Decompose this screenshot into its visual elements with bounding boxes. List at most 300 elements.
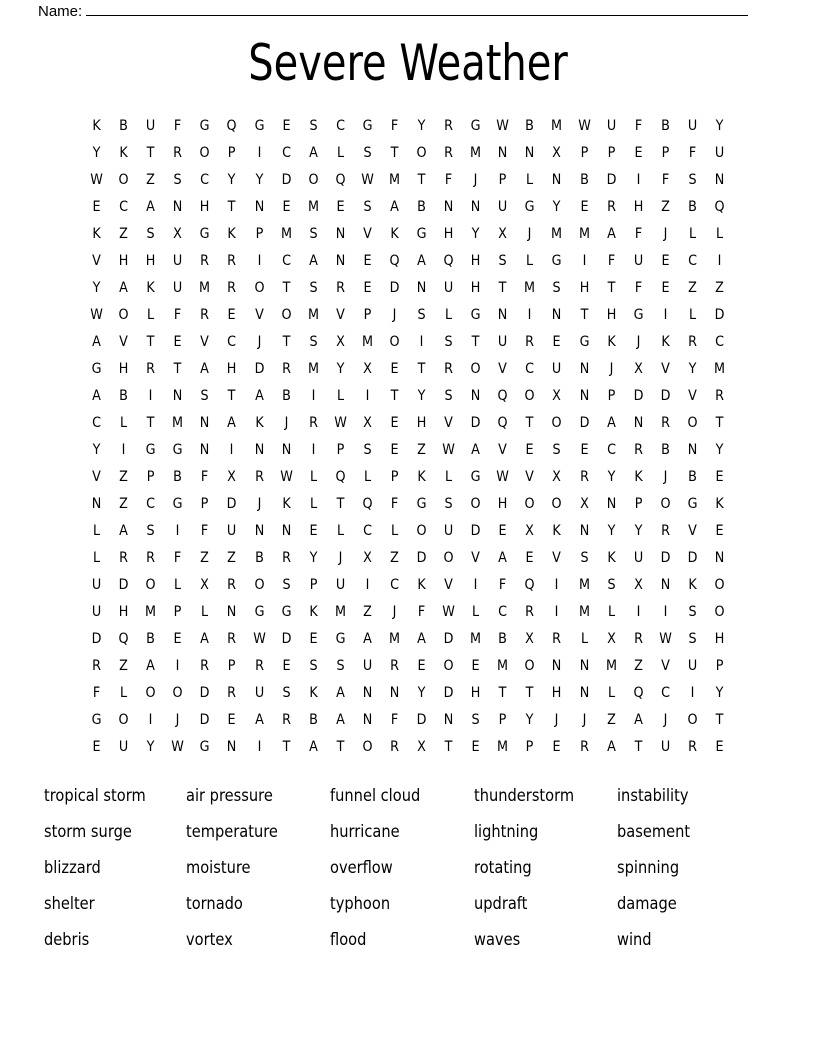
grid-cell[interactable]: E xyxy=(390,415,399,431)
grid-cell[interactable]: I xyxy=(473,577,478,593)
grid-cell[interactable]: Y xyxy=(634,523,643,539)
grid-cell[interactable]: R xyxy=(227,253,237,269)
grid-cell[interactable]: W xyxy=(496,469,510,485)
grid-cell[interactable]: D xyxy=(416,550,427,566)
word-list-item[interactable]: vortex xyxy=(186,930,233,950)
grid-cell[interactable]: X xyxy=(498,226,508,242)
grid-cell[interactable]: P xyxy=(715,658,724,674)
grid-cell[interactable]: L xyxy=(363,469,371,485)
grid-cell[interactable]: A xyxy=(606,415,616,431)
grid-cell[interactable]: N xyxy=(173,388,183,404)
grid-cell[interactable]: P xyxy=(607,388,615,404)
grid-cell[interactable]: N xyxy=(470,388,481,404)
grid-cell[interactable]: M xyxy=(280,226,292,242)
grid-cell[interactable]: F xyxy=(174,550,182,566)
grid-cell[interactable]: A xyxy=(606,226,616,242)
grid-cell[interactable]: N xyxy=(362,685,373,701)
grid-cell[interactable]: I xyxy=(175,658,180,674)
grid-cell[interactable]: T xyxy=(282,280,291,296)
grid-cell[interactable]: A xyxy=(119,523,128,539)
grid-cell[interactable]: R xyxy=(552,631,562,647)
grid-cell[interactable]: L xyxy=(120,415,128,431)
grid-cell[interactable]: R xyxy=(119,550,129,566)
grid-cell[interactable]: Q xyxy=(335,469,346,485)
word-list-item[interactable]: waves xyxy=(474,930,521,950)
grid-cell[interactable]: R xyxy=(579,469,589,485)
grid-cell[interactable]: P xyxy=(173,604,182,620)
grid-cell[interactable]: H xyxy=(714,631,725,647)
grid-cell[interactable]: R xyxy=(227,631,237,647)
grid-cell[interactable]: C xyxy=(335,118,345,134)
grid-cell[interactable]: C xyxy=(606,442,616,458)
grid-cell[interactable]: I xyxy=(663,307,668,323)
grid-cell[interactable]: O xyxy=(254,280,265,296)
grid-cell[interactable]: E xyxy=(92,199,101,215)
grid-cell[interactable]: R xyxy=(281,550,291,566)
grid-cell[interactable]: R xyxy=(444,361,454,377)
grid-cell[interactable]: W xyxy=(171,739,185,755)
grid-cell[interactable]: L xyxy=(92,523,101,539)
grid-cell[interactable]: J xyxy=(663,226,668,242)
grid-cell[interactable]: Y xyxy=(688,361,697,377)
grid-cell[interactable]: L xyxy=(120,685,128,701)
grid-cell[interactable]: A xyxy=(227,415,237,431)
grid-cell[interactable]: T xyxy=(146,334,155,350)
grid-cell[interactable]: E xyxy=(390,361,399,377)
grid-cell[interactable]: R xyxy=(227,280,237,296)
grid-cell[interactable]: K xyxy=(92,118,101,134)
grid-cell[interactable]: M xyxy=(497,658,509,674)
grid-cell[interactable]: O xyxy=(714,577,725,593)
grid-cell[interactable]: U xyxy=(118,739,129,755)
grid-cell[interactable]: S xyxy=(309,334,318,350)
grid-cell[interactable]: Y xyxy=(553,199,561,215)
grid-cell[interactable]: Y xyxy=(336,361,345,377)
grid-cell[interactable]: E xyxy=(363,253,372,269)
grid-cell[interactable]: O xyxy=(443,550,454,566)
grid-cell[interactable]: L xyxy=(526,172,534,188)
grid-cell[interactable]: W xyxy=(90,307,103,323)
grid-cell[interactable]: A xyxy=(633,712,643,728)
grid-cell[interactable]: R xyxy=(146,361,156,377)
grid-cell[interactable]: L xyxy=(445,469,453,485)
grid-cell[interactable]: G xyxy=(254,604,264,620)
grid-cell[interactable]: L xyxy=(309,496,317,512)
grid-cell[interactable]: P xyxy=(228,145,236,161)
grid-cell[interactable]: L xyxy=(336,523,344,539)
grid-cell[interactable]: B xyxy=(119,388,128,404)
grid-cell[interactable]: B xyxy=(687,469,697,485)
word-list-item[interactable]: basement xyxy=(617,822,691,842)
grid-cell[interactable]: C xyxy=(362,523,372,539)
grid-cell[interactable]: S xyxy=(688,172,697,188)
grid-cell[interactable]: W xyxy=(577,118,591,134)
grid-cell[interactable]: V xyxy=(335,307,345,323)
grid-cell[interactable]: O xyxy=(281,307,292,323)
grid-cell[interactable]: G xyxy=(416,496,427,512)
grid-cell[interactable]: E xyxy=(282,658,291,674)
grid-cell[interactable]: N xyxy=(579,361,589,377)
grid-cell[interactable]: L xyxy=(92,550,101,566)
grid-cell[interactable]: P xyxy=(607,145,615,161)
grid-cell[interactable]: V xyxy=(660,361,670,377)
grid-cell[interactable]: B xyxy=(146,631,156,647)
grid-cell[interactable]: U xyxy=(254,685,264,701)
grid-cell[interactable]: S xyxy=(363,442,372,458)
grid-cell[interactable]: H xyxy=(470,253,481,269)
grid-cell[interactable]: Z xyxy=(119,469,128,485)
grid-cell[interactable]: N xyxy=(335,253,346,269)
grid-cell[interactable]: K xyxy=(715,496,724,512)
grid-cell[interactable]: H xyxy=(552,685,562,701)
grid-cell[interactable]: R xyxy=(687,334,697,350)
grid-cell[interactable]: A xyxy=(146,199,156,215)
grid-cell[interactable]: O xyxy=(416,523,427,539)
grid-cell[interactable]: H xyxy=(118,604,129,620)
grid-cell[interactable]: T xyxy=(525,685,534,701)
grid-cell[interactable]: R xyxy=(525,334,535,350)
grid-cell[interactable]: L xyxy=(607,604,615,620)
grid-cell[interactable]: A xyxy=(92,388,101,404)
grid-cell[interactable]: M xyxy=(145,604,157,620)
grid-cell[interactable]: G xyxy=(470,307,481,323)
grid-cell[interactable]: W xyxy=(442,442,455,458)
grid-cell[interactable]: R xyxy=(525,604,535,620)
grid-cell[interactable]: O xyxy=(145,577,156,593)
grid-cell[interactable]: N xyxy=(552,172,562,188)
grid-cell[interactable]: J xyxy=(284,415,288,431)
grid-cell[interactable]: I xyxy=(311,388,316,404)
grid-cell[interactable]: U xyxy=(227,523,237,539)
grid-cell[interactable]: N xyxy=(254,523,264,539)
grid-cell[interactable]: Z xyxy=(660,199,670,215)
grid-cell[interactable]: Z xyxy=(200,550,210,566)
grid-cell[interactable]: Y xyxy=(715,442,724,458)
grid-cell[interactable]: K xyxy=(254,415,264,431)
grid-cell[interactable]: G xyxy=(470,469,481,485)
word-list-item[interactable]: updraft xyxy=(474,894,528,914)
grid-cell[interactable]: R xyxy=(308,415,318,431)
grid-cell[interactable]: B xyxy=(308,712,318,728)
grid-cell[interactable]: X xyxy=(552,469,562,485)
grid-cell[interactable]: O xyxy=(714,604,725,620)
grid-cell[interactable]: S xyxy=(579,550,589,566)
grid-cell[interactable]: S xyxy=(688,604,697,620)
grid-cell[interactable]: E xyxy=(173,631,182,647)
grid-cell[interactable]: T xyxy=(228,199,236,215)
grid-cell[interactable]: B xyxy=(525,118,535,134)
grid-cell[interactable]: V xyxy=(498,361,508,377)
grid-cell[interactable]: L xyxy=(580,631,588,647)
grid-cell[interactable]: E xyxy=(471,658,480,674)
grid-cell[interactable]: R xyxy=(92,658,101,674)
grid-cell[interactable]: S xyxy=(173,172,182,188)
grid-cell[interactable]: N xyxy=(389,685,400,701)
grid-cell[interactable]: V xyxy=(688,388,697,404)
grid-cell[interactable]: E xyxy=(715,739,724,755)
grid-cell[interactable]: X xyxy=(173,226,183,242)
word-list-item[interactable]: air pressure xyxy=(186,786,273,806)
grid-cell[interactable]: K xyxy=(552,523,562,539)
grid-cell[interactable]: R xyxy=(146,550,156,566)
grid-cell[interactable]: Q xyxy=(497,415,508,431)
grid-cell[interactable]: Y xyxy=(146,739,155,755)
grid-cell[interactable]: N xyxy=(91,496,102,512)
grid-cell[interactable]: Y xyxy=(715,685,724,701)
grid-cell[interactable]: O xyxy=(443,658,454,674)
grid-cell[interactable]: G xyxy=(470,118,481,134)
grid-cell[interactable]: A xyxy=(606,739,616,755)
grid-cell[interactable]: N xyxy=(335,226,346,242)
grid-cell[interactable]: A xyxy=(92,334,101,350)
grid-cell[interactable]: O xyxy=(551,496,562,512)
grid-cell[interactable]: N xyxy=(552,307,562,323)
grid-cell[interactable]: H xyxy=(227,361,237,377)
grid-cell[interactable]: F xyxy=(661,172,669,188)
grid-cell[interactable]: E xyxy=(580,199,589,215)
grid-cell[interactable]: O xyxy=(524,496,535,512)
grid-cell[interactable]: N xyxy=(579,388,589,404)
grid-cell[interactable]: V xyxy=(660,658,670,674)
grid-cell[interactable]: A xyxy=(308,145,318,161)
grid-cell[interactable]: E xyxy=(661,253,670,269)
grid-cell[interactable]: O xyxy=(524,388,535,404)
grid-cell[interactable]: O xyxy=(551,415,562,431)
grid-cell[interactable]: R xyxy=(390,739,399,755)
grid-cell[interactable]: M xyxy=(578,604,590,620)
grid-cell[interactable]: X xyxy=(552,145,562,161)
grid-cell[interactable]: J xyxy=(392,604,397,620)
grid-cell[interactable]: I xyxy=(365,388,370,404)
grid-cell[interactable]: N xyxy=(173,199,183,215)
word-list-item[interactable]: flood xyxy=(330,930,367,950)
grid-cell[interactable]: M xyxy=(551,226,563,242)
grid-cell[interactable]: B xyxy=(660,118,670,134)
grid-cell[interactable]: E xyxy=(309,523,318,539)
grid-cell[interactable]: E xyxy=(309,631,318,647)
grid-cell[interactable]: E xyxy=(715,469,724,485)
grid-cell[interactable]: L xyxy=(390,523,399,539)
grid-cell[interactable]: O xyxy=(389,334,400,350)
grid-cell[interactable]: P xyxy=(661,145,670,161)
grid-cell[interactable]: V xyxy=(552,550,562,566)
grid-cell[interactable]: Y xyxy=(417,685,426,701)
grid-cell[interactable]: K xyxy=(417,577,426,593)
grid-cell[interactable]: J xyxy=(663,712,668,728)
grid-cell[interactable]: R xyxy=(200,253,210,269)
grid-cell[interactable]: Y xyxy=(525,712,534,728)
grid-cell[interactable]: N xyxy=(470,199,481,215)
grid-cell[interactable]: H xyxy=(579,280,589,296)
grid-cell[interactable]: U xyxy=(606,118,616,134)
grid-cell[interactable]: T xyxy=(634,739,643,755)
grid-cell[interactable]: F xyxy=(390,118,399,134)
grid-cell[interactable]: T xyxy=(444,739,453,755)
grid-cell[interactable]: V xyxy=(92,253,101,269)
grid-cell[interactable]: E xyxy=(715,523,724,539)
grid-cell[interactable]: S xyxy=(444,334,453,350)
grid-cell[interactable]: T xyxy=(173,361,182,377)
grid-cell[interactable]: R xyxy=(227,685,237,701)
grid-cell[interactable]: J xyxy=(257,496,261,512)
grid-cell[interactable]: F xyxy=(499,577,507,593)
grid-cell[interactable]: Y xyxy=(92,442,101,458)
grid-cell[interactable]: I xyxy=(121,442,126,458)
grid-cell[interactable]: F xyxy=(174,118,182,134)
grid-cell[interactable]: J xyxy=(636,334,641,350)
grid-cell[interactable]: I xyxy=(311,442,316,458)
grid-cell[interactable]: Z xyxy=(715,280,724,296)
grid-cell[interactable]: J xyxy=(609,361,613,377)
grid-cell[interactable]: H xyxy=(470,280,481,296)
grid-cell[interactable]: K xyxy=(92,226,101,242)
grid-cell[interactable]: N xyxy=(200,442,210,458)
grid-cell[interactable]: R xyxy=(335,280,345,296)
grid-cell[interactable]: S xyxy=(444,496,453,512)
grid-cell[interactable]: N xyxy=(579,523,589,539)
grid-cell[interactable]: H xyxy=(145,253,156,269)
grid-cell[interactable]: G xyxy=(91,361,102,377)
grid-cell[interactable]: K xyxy=(606,334,616,350)
grid-cell[interactable]: Y xyxy=(255,172,263,188)
grid-cell[interactable]: A xyxy=(390,199,399,215)
grid-cell[interactable]: E xyxy=(552,334,561,350)
grid-cell[interactable]: Y xyxy=(607,469,616,485)
grid-cell[interactable]: L xyxy=(472,604,480,620)
grid-cell[interactable]: W xyxy=(361,172,374,188)
grid-cell[interactable]: E xyxy=(552,739,561,755)
grid-cell[interactable]: G xyxy=(145,442,156,458)
grid-cell[interactable]: G xyxy=(172,442,183,458)
grid-cell[interactable]: D xyxy=(470,415,481,431)
grid-cell[interactable]: T xyxy=(417,361,426,377)
grid-cell[interactable]: U xyxy=(443,280,454,296)
grid-cell[interactable]: K xyxy=(606,550,616,566)
grid-cell[interactable]: A xyxy=(200,631,210,647)
grid-cell[interactable]: X xyxy=(362,415,372,431)
grid-cell[interactable]: T xyxy=(282,334,291,350)
grid-cell[interactable]: F xyxy=(688,145,697,161)
grid-cell[interactable]: R xyxy=(660,415,670,431)
grid-cell[interactable]: N xyxy=(254,199,264,215)
grid-cell[interactable]: E xyxy=(661,280,670,296)
grid-cell[interactable]: I xyxy=(636,604,641,620)
grid-cell[interactable]: C xyxy=(498,604,508,620)
grid-cell[interactable]: I xyxy=(555,604,559,620)
grid-cell[interactable]: C xyxy=(714,334,724,350)
grid-cell[interactable]: M xyxy=(361,334,373,350)
grid-cell[interactable]: O xyxy=(362,739,373,755)
grid-cell[interactable]: S xyxy=(200,388,209,404)
grid-cell[interactable]: F xyxy=(201,523,209,539)
word-list-item[interactable]: spinning xyxy=(617,858,680,878)
grid-cell[interactable]: G xyxy=(416,226,427,242)
grid-cell[interactable]: G xyxy=(335,631,346,647)
grid-cell[interactable]: W xyxy=(658,631,672,647)
grid-cell[interactable]: R xyxy=(579,739,589,755)
grid-cell[interactable]: U xyxy=(335,577,345,593)
word-list-item[interactable]: instability xyxy=(617,786,689,806)
grid-cell[interactable]: O xyxy=(416,145,427,161)
grid-cell[interactable]: S xyxy=(309,658,318,674)
word-list-item[interactable]: temperature xyxy=(186,822,278,842)
grid-cell[interactable]: L xyxy=(526,253,534,269)
grid-cell[interactable]: O xyxy=(660,496,671,512)
grid-cell[interactable]: O xyxy=(308,172,319,188)
grid-cell[interactable]: D xyxy=(91,631,102,647)
grid-cell[interactable]: G xyxy=(172,496,183,512)
grid-cell[interactable]: N xyxy=(606,496,616,512)
grid-cell[interactable]: Y xyxy=(607,523,616,539)
grid-cell[interactable]: F xyxy=(634,280,642,296)
grid-cell[interactable]: E xyxy=(525,550,534,566)
grid-cell[interactable]: T xyxy=(336,739,345,755)
grid-cell[interactable]: V xyxy=(688,523,697,539)
word-list-item[interactable]: rotating xyxy=(474,858,532,878)
grid-cell[interactable]: K xyxy=(146,280,155,296)
grid-cell[interactable]: B xyxy=(119,118,128,134)
grid-cell[interactable]: X xyxy=(362,361,372,377)
grid-cell[interactable]: R xyxy=(200,307,210,323)
grid-cell[interactable]: C xyxy=(525,361,535,377)
grid-cell[interactable]: G xyxy=(254,118,264,134)
grid-cell[interactable]: G xyxy=(579,334,589,350)
grid-cell[interactable]: T xyxy=(390,145,399,161)
grid-cell[interactable]: T xyxy=(607,280,616,296)
grid-cell[interactable]: Q xyxy=(714,199,725,215)
grid-cell[interactable]: I xyxy=(257,253,261,269)
grid-cell[interactable]: I xyxy=(582,253,586,269)
grid-cell[interactable]: H xyxy=(118,253,129,269)
grid-cell[interactable]: M xyxy=(470,145,482,161)
grid-cell[interactable]: W xyxy=(496,118,510,134)
grid-cell[interactable]: S xyxy=(552,442,562,458)
grid-cell[interactable]: U xyxy=(552,361,562,377)
grid-cell[interactable]: I xyxy=(690,685,695,701)
grid-cell[interactable]: G xyxy=(552,253,562,269)
grid-cell[interactable]: P xyxy=(146,469,155,485)
grid-cell[interactable]: Q xyxy=(118,631,129,647)
grid-cell[interactable]: S xyxy=(363,145,372,161)
grid-cell[interactable]: L xyxy=(715,226,724,242)
grid-cell[interactable]: D xyxy=(416,712,427,728)
grid-cell[interactable]: D xyxy=(389,280,400,296)
grid-cell[interactable]: C xyxy=(660,685,670,701)
grid-cell[interactable]: Z xyxy=(390,550,399,566)
grid-cell[interactable]: I xyxy=(365,577,370,593)
grid-cell[interactable]: S xyxy=(444,388,453,404)
grid-cell[interactable]: B xyxy=(417,199,426,215)
grid-cell[interactable]: N xyxy=(254,442,264,458)
word-list-item[interactable]: tropical storm xyxy=(44,786,146,806)
grid-cell[interactable]: C xyxy=(119,199,129,215)
grid-cell[interactable]: Y xyxy=(92,280,101,296)
grid-cell[interactable]: A xyxy=(417,253,426,269)
grid-cell[interactable]: U xyxy=(146,118,156,134)
grid-cell[interactable]: S xyxy=(688,631,697,647)
grid-cell[interactable]: X xyxy=(335,334,345,350)
grid-cell[interactable]: C xyxy=(227,334,237,350)
grid-cell[interactable]: D xyxy=(633,388,644,404)
grid-cell[interactable]: D xyxy=(687,550,698,566)
grid-cell[interactable]: A xyxy=(471,442,481,458)
grid-cell[interactable]: R xyxy=(254,469,264,485)
grid-cell[interactable]: K xyxy=(309,685,318,701)
grid-cell[interactable]: F xyxy=(444,172,453,188)
grid-cell[interactable]: R xyxy=(606,199,616,215)
grid-cell[interactable]: R xyxy=(687,739,697,755)
grid-cell[interactable]: A xyxy=(417,631,426,647)
